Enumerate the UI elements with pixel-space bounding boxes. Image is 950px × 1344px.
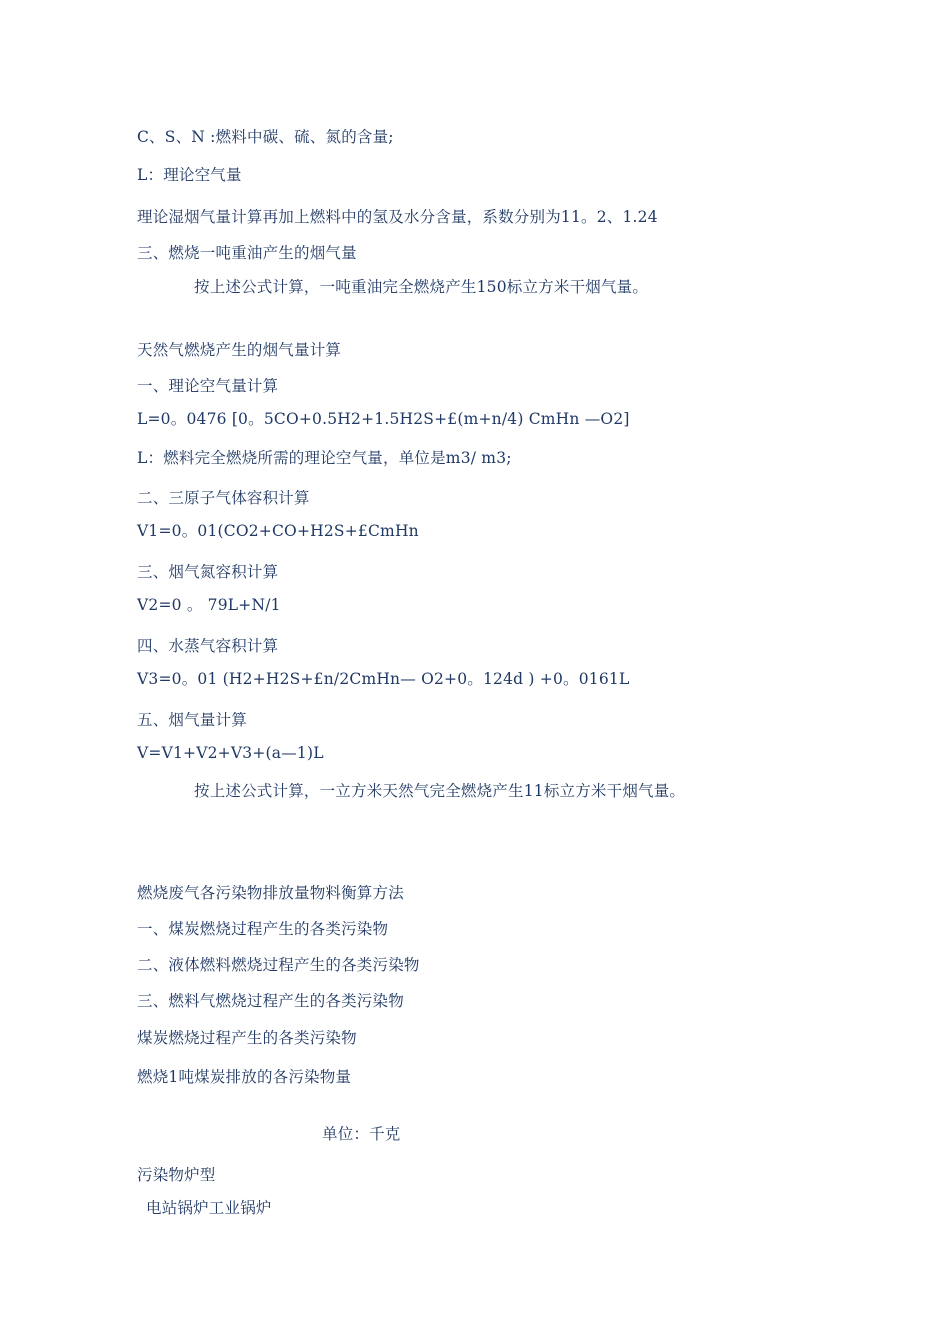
section-heading-nitrogen: 三、烟气氮容积计算 xyxy=(137,563,279,581)
table-header-pollutant-type: 污染物炉型 xyxy=(137,1166,216,1184)
section-title-pollutants: 燃烧废气各污染物排放量物料衡算方法 xyxy=(137,884,404,902)
table-header-boiler-types: 电站锅炉工业锅炉 xyxy=(146,1199,272,1217)
section-heading-water-vapor: 四、水蒸气容积计算 xyxy=(137,637,279,655)
formula-v1: V1=0。01(CO2+CO+H2S+£CmHn xyxy=(137,522,419,540)
formula-v: V=V1+V2+V3+(a—1)L xyxy=(137,744,324,762)
list-item-fuel-gas: 三、燃料气燃烧过程产生的各类污染物 xyxy=(137,992,404,1010)
text-line-l-definition: L：理论空气量 xyxy=(137,166,242,184)
text-line-csn-definition: C、S、N :燃料中碳、硫、氮的含量; xyxy=(137,128,394,146)
formula-v2: V2=0 。 79L+N/1 xyxy=(137,596,281,614)
text-line-natural-gas-result: 按上述公式计算，一立方米天然气完全燃烧产生11标立方米干烟气量。 xyxy=(194,782,686,800)
section-heading-coal-pollutants: 煤炭燃烧过程产生的各类污染物 xyxy=(137,1029,357,1047)
text-line-wet-flue-gas: 理论湿烟气量计算再加上燃料中的氢及水分含量，系数分别为11。2、1.24 xyxy=(137,208,658,226)
list-item-liquid-fuel: 二、液体燃料燃烧过程产生的各类污染物 xyxy=(137,956,420,974)
section-title-natural-gas: 天然气燃烧产生的烟气量计算 xyxy=(137,341,342,359)
formula-v3: V3=0。01 (H2+H2S+£n/2CmHn— O2+0。124d ) +0。0161L xyxy=(137,670,630,688)
section-heading-triatomic-gas: 二、三原子气体容积计算 xyxy=(137,489,310,507)
text-line-heavy-oil-result: 按上述公式计算，一吨重油完全燃烧产生150标立方米干烟气量。 xyxy=(194,278,649,296)
formula-theoretical-air: L=0。0476 [0。5CO+0.5H2+1.5H2S+£(m+n/4) CmHn —O2] xyxy=(137,410,630,428)
list-item-coal: 一、煤炭燃烧过程产生的各类污染物 xyxy=(137,920,389,938)
section-heading-theoretical-air: 一、理论空气量计算 xyxy=(137,377,279,395)
text-line-l-unit: L：燃料完全燃烧所需的理论空气量，单位是m3/ m3; xyxy=(137,449,512,467)
table-caption: 燃烧1吨煤炭排放的各污染物量 xyxy=(137,1068,352,1086)
section-heading-flue-gas: 五、烟气量计算 xyxy=(137,711,247,729)
section-heading-heavy-oil: 三、燃烧一吨重油产生的烟气量 xyxy=(137,244,357,262)
table-unit: 单位：千克 xyxy=(322,1125,401,1143)
